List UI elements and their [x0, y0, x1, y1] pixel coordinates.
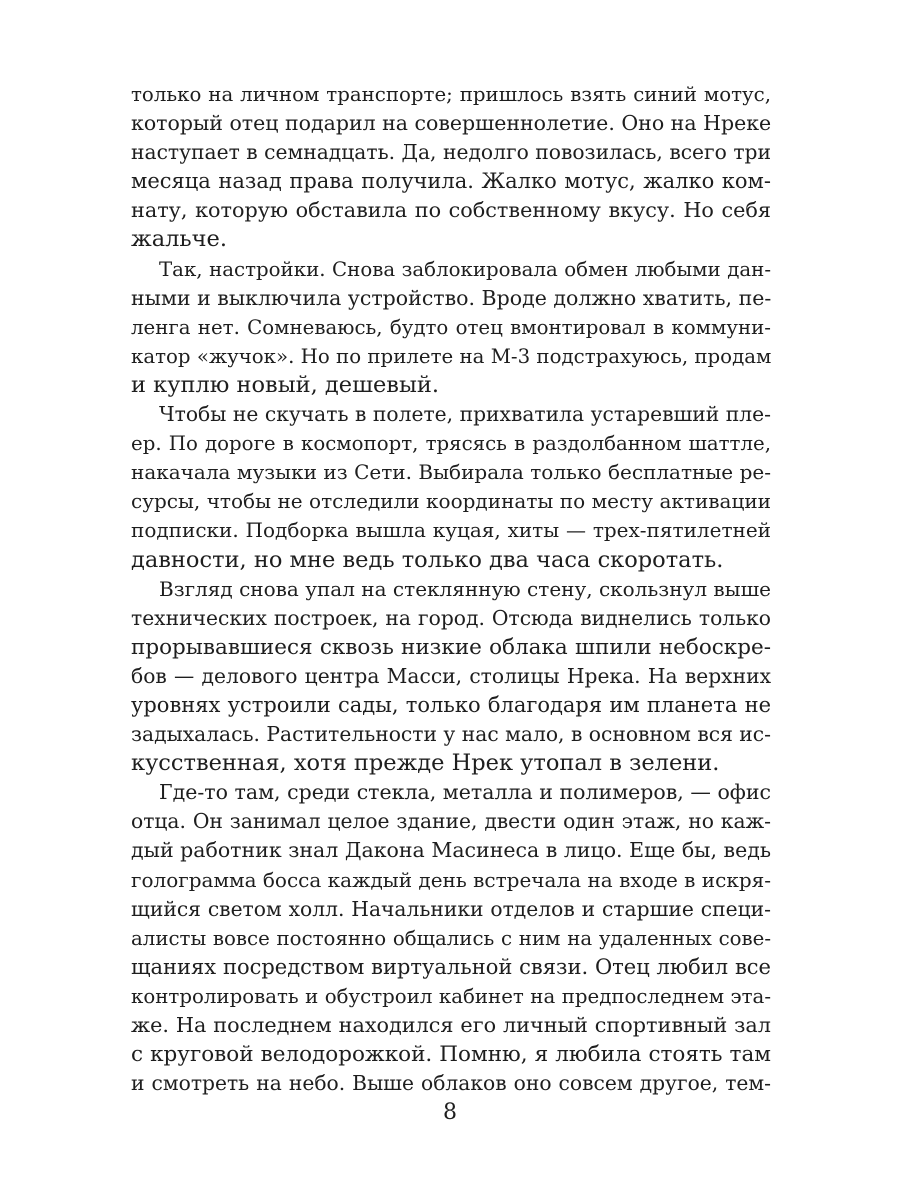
text-line: прорывавшиеся сквозь низкие облака шпили небоскре- — [131, 634, 771, 660]
text-line: голограмма босса каждый день встречала на входе в искря- — [131, 867, 771, 892]
text-line: сурсы, чтобы не отследили координаты по месту активации — [131, 489, 771, 514]
text-line: щийся светом холл. Начальники отделов и старшие специ- — [131, 896, 771, 921]
text-line: задыхалась. Растительности у нас мало, в основном вся ис- — [131, 722, 771, 747]
text-line: и куплю новый, дешевый. — [131, 371, 440, 398]
text-line: давности, но мне ведь только два часа скоротать. — [131, 546, 724, 573]
text-line: алисты вовсе постоянно общались с ним на удаленных сове- — [131, 926, 771, 950]
text-line: подписки. Подборка вышла куцая, хиты — трех-пятилетней — [131, 518, 771, 543]
text-line: месяца назад права получила. Жалко мотус, жалко ком- — [131, 169, 771, 194]
text-line: катор «жучок». Но по прилете на М-3 подстрахуюсь, продам — [131, 344, 772, 368]
text-line: контролировать и обустроил кабинет на предпоследнем эта- — [131, 984, 771, 1008]
text-line: Где-то там, среди стекла, металла и полимеров, — офис — [159, 780, 771, 805]
text-line: же. На последнем находился его личный спортивный зал — [131, 1013, 771, 1037]
text-line: бов — делового центра Масси, столицы Нрека. На верхних — [131, 663, 771, 688]
text-line: ленга нет. Сомневаюсь, будто отец вмонтировал в коммуни- — [131, 315, 771, 339]
text-line: и смотреть на небо. Выше облаков оно совсем другое, тем- — [131, 1071, 771, 1096]
text-line: только на личном транспорте; пришлось взять синий мотус, — [131, 83, 771, 106]
text-line: накачала музыки из Сети. Выбирала только бесплатные ре- — [131, 460, 771, 485]
text-line: ер. По дороге в космопорт, трясясь в раздолбанном шаттле, — [131, 432, 771, 456]
text-line: щаниях посредством виртуальной связи. Отец любил все — [131, 954, 771, 979]
text-line: наступает в семнадцать. Да, недолго повозилась, всего три — [131, 140, 771, 165]
text-line: с круговой велодорожкой. Помню, я любила стоять там — [131, 1042, 771, 1068]
text-line: Так, настройки. Снова заблокировала обмен любыми дан- — [159, 257, 771, 281]
text-line: технических построек, на город. Отсюда виднелись только — [131, 605, 771, 630]
text-line: жальче. — [131, 226, 227, 253]
text-line: который отец подарил на совершеннолетие. Оно на Нреке — [131, 111, 772, 136]
text-line: Чтобы не скучать в полете, прихватила устаревший пле- — [159, 402, 771, 427]
text-line: ными и выключила устройство. Вроде должно хватить, пе- — [131, 285, 772, 310]
text-line: кусственная, хотя прежде Нрек утопал в зелени. — [131, 750, 720, 777]
text-line: Взгляд снова упал на стеклянную стену, скользнул выше — [159, 576, 771, 601]
text-line: нату, которую обставила по собственному вкусу. Но себя — [131, 198, 771, 223]
page-number: 8 — [443, 1100, 457, 1125]
text-line: отца. Он занимал целое здание, двести один этаж, но каж- — [131, 809, 771, 834]
body-text — [131, 80, 771, 1098]
text-line: дый работник знал Дакона Масинеса в лицо. Еще бы, ведь — [131, 838, 771, 863]
text-line: уровнях устроили сады, только благодаря им планета не — [131, 692, 771, 717]
